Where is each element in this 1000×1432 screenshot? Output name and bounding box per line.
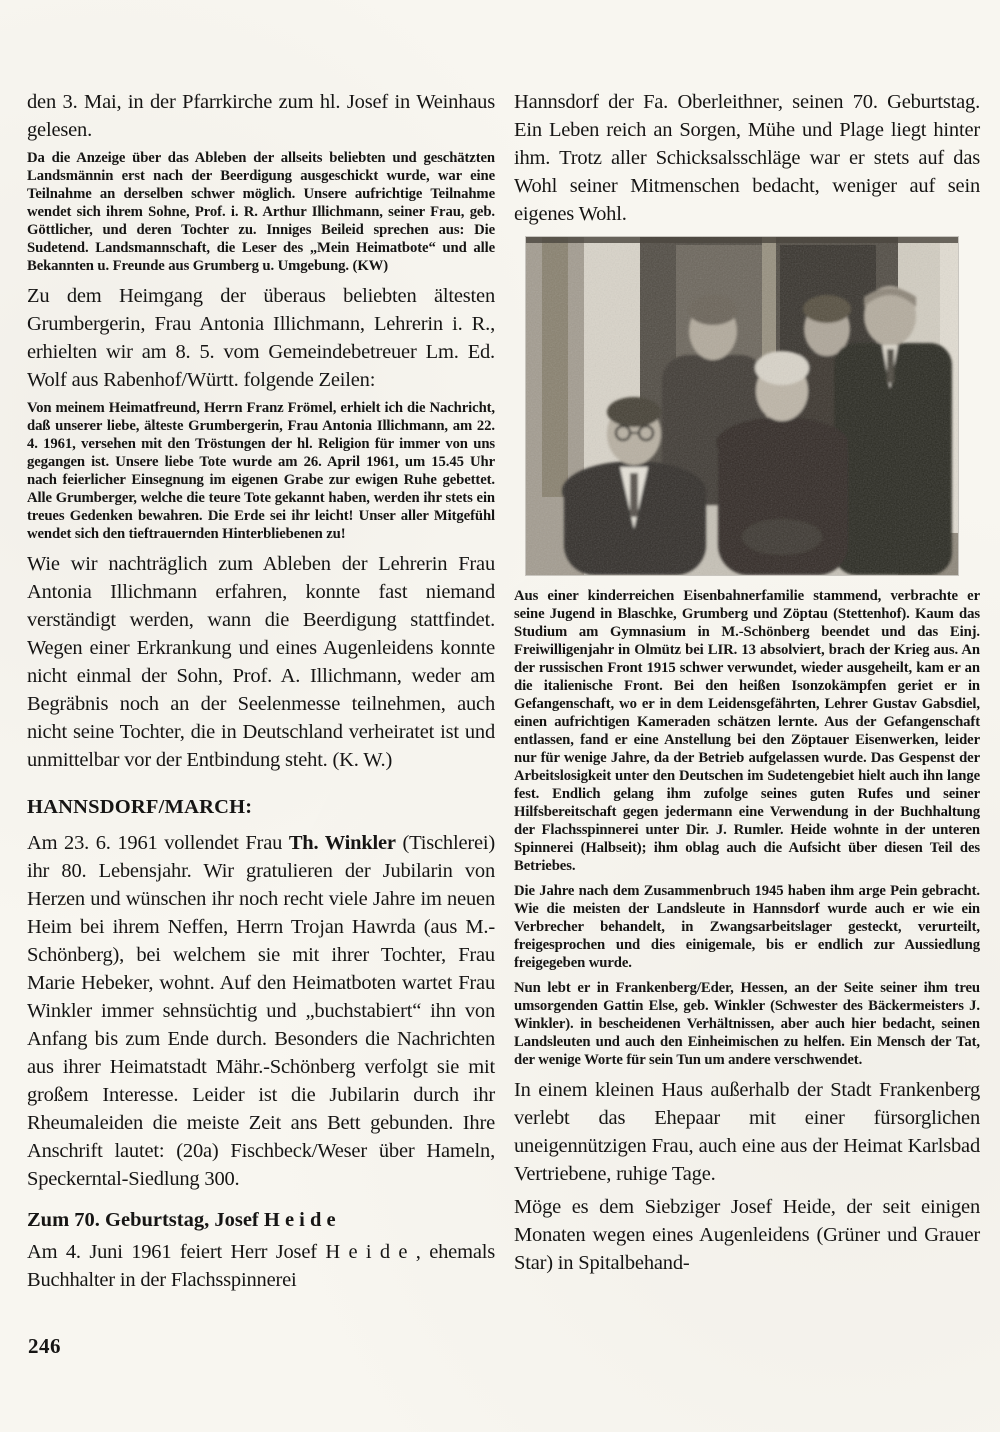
- section-heading-hannsdorf: HANNSDORF/MARCH:: [27, 796, 253, 818]
- left-column: [27, 88, 495, 1299]
- heimgang-intro-paragraph: Zu dem Heimgang der überaus beliebten ältesten Grumbergerin, Frau Antonia Illichmann, Lehrerin i. R., erhielten wir am 8. 5. vom Gemeindebetreuer Lm. Ed. Wolf aus Rabenhof/Württ. folgende Zeilen:: [27, 285, 495, 391]
- page-number: 246: [28, 1334, 61, 1358]
- family-photo-illustration: [526, 237, 958, 575]
- right-column: [514, 88, 980, 1282]
- photo-grain-overlay: [526, 237, 958, 575]
- winkler-paragraph-post: (Tischlerei) ihr 80. Lebensjahr. Wir gratulieren der Jubilarin von Herzen und wünschen ihr noch recht viele Jahre im neuen Heim bei ihrem Neffen, Herrn Trojan Hawrda (aus M.-Schönberg), bei welchem sie mit ihrer Tochter, Frau Marie Hebeker, wohnt. Auf den Heimatboten wartet Frau Winkler immer sehnsüchtig und „buchstabiert“ ihn von Anfang bis zum Ende durch. Besonders die Nachrichten aus ihrer Heimatstadt Mähr.-Schönberg verfolgt sie mit großem Interesse. Leider ist die Jubilarin durch ihr Rheumaleiden die meiste Zeit ans Bett gebunden. Ihre Anschrift lautet: (20a) Fischbeck/Weser über Hameln, Speckerntal-Siedlung 300.: [27, 832, 495, 1190]
- heading-heide-birthday: Zum 70. Geburtstag, Josef H e i d e: [27, 1209, 336, 1231]
- winkler-name-bold: Th. Winkler: [288, 832, 396, 854]
- heide-birthday-paragraph: Am 4. Juni 1961 feiert Herr Josef H e i d e , ehemals Buchhalter in der Flachsspinnerei: [27, 1241, 495, 1291]
- kleines-haus-paragraph: In einem kleinen Haus außerhalb der Stadt Frankenberg verlebt das Ehepaar mit einer fürsorglichen uneigennützigen Frau, auch eine aus der Heimat Karlsbad Vertriebene, ruhige Tage.: [514, 1079, 980, 1185]
- obituary-continuation-paragraph: den 3. Mai, in der Pfarrkirche zum hl. Josef in Weinhaus gelesen.: [27, 91, 495, 141]
- winkler-paragraph-pre: Am 23. 6. 1961 vollendet Frau: [27, 832, 289, 854]
- nachtraeglich-paragraph: Wie wir nachträglich zum Ableben der Lehrerin Frau Antonia Illichmann erfahren, konnte fast niemand verständigt werden, wann die Beerdigung stattfindet. Wegen einer Erkrankung und eines Augenleidens konnte nicht einmal der Sohn, Prof. A. Illichmann, weder am Begräbnis noch an der Seelenmesse teilnehmen, auch nicht seine Tochter, die in Deutschland verheiratet ist und unmittelbar vor der Entbindung steht. (K. W.): [27, 553, 495, 771]
- froemel-letter-paragraph: Von meinem Heimatfreund, Herrn Franz Frömel, erhielt ich die Nachricht, daß unserer liebe, älteste Grumbergerin, Frau Antonia Illichmann, am 22. 4. 1961, versehen mit den Tröstungen der hl. Religion für immer von uns gegangen ist. Unsere liebe Tote wurde am 26. April 1961, um 15.45 Uhr nach feierlicher Einsegnung im eigenen Grabe zur ewigen Ruhe gebettet. Alle Grumberger, welche die teure Tote gekannt haben, werden ihr stets ein treues Gedenken bewahren. Die Erde sei ihr leicht! Unser aller Mitgefühl wendet sich den tieftrauernden Hinterbliebenen zu!: [27, 400, 495, 542]
- postwar-years-paragraph: Die Jahre nach dem Zusammenbruch 1945 haben ihm arge Pein gebracht. Wie die meisten der Landsleute in Hannsdorf wurde auch er wie ein Verbrecher behandelt, in Zwangsarbeitslager gesteckt, verurteilt, freigesprochen und dies einigemale, bis er endlich zur Aussiedlung freigegeben wurde.: [514, 883, 980, 971]
- obituary-notice-paragraph: Da die Anzeige über das Ableben der allseits beliebten und geschätzten Landsmännin erst nach der Beerdigung ausgeschickt wurde, war eine Teilnahme an derselben schwer möglich. Unsere aufrichtige Teilnahme wendet sich ihrem Sohne, Prof. i. R. Arthur Illichmann, seiner Frau, geb. Göttlicher, und deren Tochter zu. Inniges Beileid sprechen aus: Die Sudetend. Landsmannschaft, die Leser des „Mein Heimatbote“ und alle Bekannten u. Freunde aus Grumberg u. Umgebung. (KW): [27, 150, 495, 274]
- heide-biography-paragraph: Aus einer kinderreichen Eisenbahnerfamilie stammend, verbrachte er seine Jugend in Blaschke, Grumberg und Zöptau (Stettenhof). Kaum das Studium am Gymnasium in M.-Schönberg beendet und das Einj. Freiwilligenjahr in Olmütz bei LIR. 13 absolviert, brach der Krieg aus. An der russischen Front 1915 schwer verwundet, wieder ausgeheilt, kam er an die italienische Front. Bei den heißen Isonzokämpfen geriet er in Gefangenschaft, wo er in dem Leidensgefährten, Lehrer Gustav Gabsdiel, einen aufrichtigen Kameraden schätzen lernte. Aus der Gefangenschaft entlassen, fand er eine Anstellung bei den Zöptauer Eisenwerken, leider nur für wenige Jahre, da der Betrieb aufgelassen wurde. Das Gespenst der Arbeitslosigkeit unter den Deutschen im Sudetengebiet hielt auch ihn lange fest. Endlich gelang ihm zufolge seines guten Rufes und seiner Hilfsbereitschaft gegen jedermann eine Verwendung in der Buchhaltung der Flachsspinnerei unter Dir. J. Rumler. Heide wohnte in der unteren Spinnerei (Halbseit); ihm oblag auch die Aufsicht über diesen Teil des Betriebes.: [514, 588, 980, 874]
- family-group-photo: [526, 237, 958, 575]
- frankenberg-life-paragraph: Nun lebt er in Frankenberg/Eder, Hessen, an der Seite seiner ihm treu umsorgenden Gattin Else, geb. Winkler (Schwester des Bäckermeisters J. Winkler). in bescheidenen Verhältnissen, aber auch hier bedacht, seinen Landsleuten und auch den Einheimischen zu helfen. Ein Mensch der Tat, der wenige Worte für sein Tun um andere verschwendet.: [514, 980, 980, 1068]
- oberleithner-paragraph: Hannsdorf der Fa. Oberleithner, seinen 70. Geburtstag. Ein Leben reich an Sorgen, Mühe und Plage liegt hinter ihm. Trotz aller Schicksalsschläge war er stets auf das Wohl seiner Mitmenschen bedacht, weniger auf sein eigenes Wohl.: [514, 91, 980, 225]
- winkler-birthday-paragraph: [27, 829, 495, 1193]
- moege-es-paragraph: Möge es dem Siebziger Josef Heide, der seit einigen Monaten wegen eines Augenleidens (Grüner und Grauer Star) in Spitalbehand-: [514, 1196, 980, 1274]
